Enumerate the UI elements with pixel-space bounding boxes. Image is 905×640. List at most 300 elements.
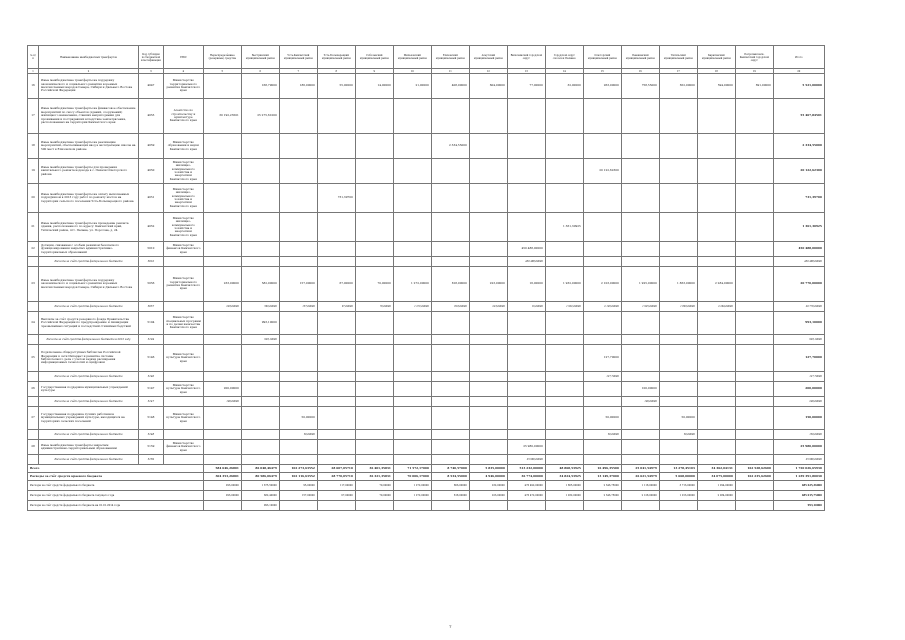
amount-cell: [583, 455, 621, 465]
amount-cell: [735, 267, 773, 302]
total-cell: 200,00000: [773, 382, 824, 397]
total-cell: 485 625,36000: [773, 481, 824, 491]
amount-cell: [735, 184, 773, 213]
amount-cell: 1 675,50000: [241, 481, 279, 491]
column-header: Пенжинский муниципальный район: [621, 46, 659, 69]
amount-cell: [735, 213, 773, 242]
amount-cell: [431, 440, 469, 455]
amount-cell: 223,00000: [469, 302, 507, 312]
amount-cell: [545, 430, 583, 440]
amount-cell: 408,00000: [431, 74, 469, 99]
table-row: [28, 213, 825, 242]
amount-cell: [735, 257, 773, 267]
amount-cell: 36 774,00000: [507, 473, 545, 481]
budget-code: 5010: [139, 257, 164, 267]
amount-cell: 691,00000: [735, 74, 773, 99]
row-number: 26: [28, 382, 39, 397]
row-name: Дотация, связанная с особым режимом безопасного функционирования закрытых административно-территориальных образований: [39, 242, 139, 257]
amount-cell: 14,00000: [355, 74, 393, 99]
amount-cell: [507, 501, 545, 511]
subtotal-row: [28, 372, 825, 382]
amount-cell: 200,00000: [203, 382, 241, 397]
total-cell: 20 770,00000: [773, 267, 824, 302]
column-header: Городской округ «посёлок Палана»: [545, 46, 583, 69]
row-name: Иные межбюджетные трансферты на проведение ремонта здания, расположенного по адресу: Камчатский край, Тигильский район, пгт. Палана, ул. Поротова, д. 24: [39, 213, 139, 242]
row-number: 22: [28, 242, 39, 257]
amount-cell: [431, 257, 469, 267]
amount-cell: 67,00000: [317, 302, 355, 312]
amount-cell: 100,00000: [621, 397, 659, 407]
amount-cell: 1 932,00000: [545, 267, 583, 302]
row-name: Подключение общедоступных библиотек Российской Федерации к сети Интернет и развитие системы библиотечного дела с учётом задачи расширения информационных технологий и оцифровки: [39, 345, 139, 372]
row-label: Всего: [28, 465, 204, 473]
row-name: Расходы за счёт средств федерального бюджета: [39, 302, 139, 312]
amount-cell: [621, 99, 659, 134]
amount-cell: [203, 134, 241, 159]
amount-cell: [697, 257, 735, 267]
row-name: Иные межбюджетные трансферты на реализацию мероприятий, обеспечивающих ввод в эксплуатацию школы на 500 мест в Елизовском районе: [39, 134, 139, 159]
amount-cell: [697, 440, 735, 455]
budget-code: 5057: [139, 302, 164, 312]
column-number: 14: [545, 69, 583, 74]
column-number: 19: [735, 69, 773, 74]
page-number: 7: [449, 624, 452, 629]
administrator: [163, 302, 203, 312]
amount-cell: [431, 345, 469, 372]
amount-cell: [355, 345, 393, 372]
row-label: Расходы за счёт средств федерального бюджета: [28, 481, 204, 491]
amount-cell: [583, 312, 621, 335]
amount-cell: 604,00000: [469, 74, 507, 99]
amount-cell: 168,79000: [241, 74, 279, 99]
amount-cell: 1 272,00000: [393, 267, 431, 302]
amount-cell: [317, 345, 355, 372]
amount-cell: [507, 134, 545, 159]
amount-cell: [317, 257, 355, 267]
column-header: Соболевский муниципальный район: [355, 46, 393, 69]
amount-cell: [393, 397, 431, 407]
amount-cell: 157,00000: [279, 302, 317, 312]
amount-cell: 993,10000: [241, 312, 279, 335]
amount-cell: 293,00000: [203, 302, 241, 312]
amount-cell: [659, 159, 697, 184]
column-header: Быстринский муниципальный район: [241, 46, 279, 69]
amount-cell: [583, 184, 621, 213]
amount-cell: [241, 455, 279, 465]
table-row: [28, 345, 825, 372]
amount-cell: 80 586,06479: [241, 473, 279, 481]
table-row: [28, 312, 825, 335]
amount-cell: [621, 501, 659, 511]
row-name: Иные межбюджетные трансферты на поддержку экономического и социального развития коренных малочисленных народов Севера, Сибири и Дальнего Востока: [39, 267, 139, 302]
amount-cell: [203, 74, 241, 99]
amount-cell: [735, 407, 773, 430]
subtotal-row: [28, 302, 825, 312]
amount-cell: [659, 372, 697, 382]
row-name: Выплаты за счёт средств резервного фонда Правительства Российской Федерации по предупреждению и ликвидации чрезвычайных ситуаций и последствий стихийных бедствий: [39, 312, 139, 335]
amount-cell: [317, 159, 355, 184]
column-number: 4: [163, 69, 203, 74]
amount-cell: 70,00000: [355, 302, 393, 312]
row-name: Иные межбюджетные трансферты на поддержку экономического и социального развития коренных малочисленных народов Севера, Сибири и Дальнего Востока Российской Федерации: [39, 74, 139, 99]
amount-cell: [355, 134, 393, 159]
amount-cell: 233,00000: [203, 267, 241, 302]
amount-cell: 818,00000: [431, 302, 469, 312]
total-cell: 993,10000: [773, 312, 824, 335]
amount-cell: [355, 407, 393, 430]
amount-cell: [279, 159, 317, 184]
column-number: 7: [279, 69, 317, 74]
amount-cell: 2 103,00000: [583, 302, 621, 312]
amount-cell: [393, 335, 431, 345]
amount-cell: [735, 491, 773, 501]
amount-cell: [735, 302, 773, 312]
amount-cell: [697, 397, 735, 407]
table-row: [28, 242, 825, 257]
amount-cell: [279, 397, 317, 407]
total-row: [28, 473, 825, 481]
amount-cell: [469, 440, 507, 455]
amount-cell: [583, 134, 621, 159]
amount-cell: [469, 257, 507, 267]
amount-cell: [469, 99, 507, 134]
amount-cell: [659, 184, 697, 213]
column-header: № п/п: [28, 46, 39, 69]
column-header: Код субсидии по бюджетной классификации: [139, 46, 164, 69]
amount-cell: [355, 372, 393, 382]
amount-cell: [545, 407, 583, 430]
amount-cell: [355, 257, 393, 267]
amount-cell: 70 006,17000: [393, 473, 431, 481]
total-cell: 485 015,75000: [773, 491, 824, 501]
amount-cell: 16,00000: [507, 302, 545, 312]
amount-cell: [697, 312, 735, 335]
amount-cell: [431, 407, 469, 430]
amount-cell: [355, 213, 393, 242]
administrator: Министерство жилищно-коммунального хозяйства и энергетики Камчатского края: [163, 184, 203, 213]
amount-cell: 1 272,00000: [393, 481, 431, 491]
amount-cell: [393, 382, 431, 397]
amount-cell: [545, 501, 583, 511]
amount-cell: [697, 184, 735, 213]
table-row: [28, 407, 825, 430]
amount-cell: [697, 501, 735, 511]
amount-cell: [469, 397, 507, 407]
amount-cell: 223,00000: [469, 491, 507, 501]
amount-cell: [507, 345, 545, 372]
amount-cell: 162 235,62600: [735, 473, 773, 481]
amount-cell: [545, 440, 583, 455]
amount-cell: [393, 242, 431, 257]
amount-cell: 5 835,00000: [469, 465, 507, 473]
amount-cell: [279, 184, 317, 213]
amount-cell: 450 488,00000: [507, 242, 545, 257]
table-row: [28, 267, 825, 302]
table-row: [28, 382, 825, 397]
row-number: 21: [28, 213, 39, 242]
amount-cell: [317, 372, 355, 382]
amount-cell: 5 668,00000: [659, 473, 697, 481]
amount-cell: [697, 335, 735, 345]
row-number: [28, 335, 39, 345]
column-header: ГРБС: [163, 46, 203, 69]
amount-cell: 25 041,54979: [621, 465, 659, 473]
amount-cell: 1 272,00000: [393, 302, 431, 312]
amount-cell: [431, 99, 469, 134]
amount-cell: 117,00000: [317, 481, 355, 491]
amount-cell: [431, 184, 469, 213]
amount-cell: 28 607,05710: [317, 465, 355, 473]
subtotal-row: [28, 257, 825, 267]
amount-cell: [545, 257, 583, 267]
amount-cell: [203, 184, 241, 213]
amount-cell: 993,10000: [241, 501, 279, 511]
total-cell: 993,10000: [773, 335, 824, 345]
amount-cell: [203, 501, 241, 511]
amount-cell: [735, 242, 773, 257]
budget-code: 4047: [139, 74, 164, 99]
amount-cell: [697, 455, 735, 465]
amount-cell: [735, 99, 773, 134]
amount-cell: 50,00000: [279, 407, 317, 430]
amount-cell: [621, 407, 659, 430]
administrator: [163, 430, 203, 440]
column-header: Тигильский муниципальный район: [659, 46, 697, 69]
amount-cell: 25 980,00000: [507, 440, 545, 455]
budget-code: 4059: [139, 134, 164, 159]
amount-cell: 582,00000: [241, 302, 279, 312]
administrator: [163, 257, 203, 267]
amount-cell: [545, 455, 583, 465]
subtotal-row: [28, 397, 825, 407]
amount-cell: 476 472,00000: [507, 491, 545, 501]
column-number: 12: [469, 69, 507, 74]
amount-cell: [659, 99, 697, 134]
amount-cell: [393, 99, 431, 134]
amount-cell: 8 740,57000: [431, 465, 469, 473]
amount-cell: [583, 440, 621, 455]
amount-cell: [507, 213, 545, 242]
amount-cell: [355, 184, 393, 213]
amount-cell: [621, 455, 659, 465]
amount-cell: [469, 382, 507, 397]
row-name: Расходы за счёт средств федерального бюджета: [39, 455, 139, 465]
amount-cell: 1 272,00000: [393, 491, 431, 501]
column-number: 16: [621, 69, 659, 74]
amount-cell: 818,00000: [431, 267, 469, 302]
administrator: Агентство по строительству и архитектуре Камчатского края: [163, 99, 203, 134]
amount-cell: 304 353,26801: [203, 473, 241, 481]
amount-cell: 2 284,00000: [697, 267, 735, 302]
amount-cell: [317, 455, 355, 465]
amount-cell: [697, 372, 735, 382]
amount-cell: 1 118,00000: [621, 481, 659, 491]
amount-cell: 16 496,35500: [583, 465, 621, 473]
amount-cell: 2 284,00000: [697, 491, 735, 501]
amount-cell: 36 321,35831: [355, 473, 393, 481]
row-number: 25: [28, 345, 39, 372]
amount-cell: 100,00000: [203, 397, 241, 407]
amount-cell: [583, 335, 621, 345]
amount-cell: [469, 134, 507, 159]
column-header: Нераспределённые (резервные) средства: [203, 46, 241, 69]
amount-cell: 25 275,61000: [241, 99, 279, 134]
amount-cell: [545, 134, 583, 159]
amount-cell: [621, 257, 659, 267]
amount-cell: [393, 213, 431, 242]
amount-cell: [279, 382, 317, 397]
amount-cell: [431, 430, 469, 440]
amount-cell: 34 075,00000: [697, 473, 735, 481]
amount-cell: 77,00000: [507, 74, 545, 99]
total-cell: 55 467,84501: [773, 99, 824, 134]
amount-cell: [393, 407, 431, 430]
amount-cell: [545, 312, 583, 335]
amount-cell: [317, 430, 355, 440]
amount-cell: 48 868,53925: [545, 465, 583, 473]
amount-cell: 450 488,00000: [507, 257, 545, 267]
amount-cell: [735, 481, 773, 491]
row-number: 19: [28, 159, 39, 184]
row-label: Расходы за счёт средств краевого бюджета: [28, 473, 204, 481]
amount-cell: [659, 134, 697, 159]
amount-cell: [393, 257, 431, 267]
amount-cell: [203, 430, 241, 440]
table-row: [28, 440, 825, 455]
budget-code: 4055: [139, 99, 164, 134]
amount-cell: [697, 213, 735, 242]
amount-cell: 127,70000: [583, 372, 621, 382]
amount-cell: [355, 99, 393, 134]
amount-cell: [469, 213, 507, 242]
row-name: Расходы за счёт средств федерального бюджета: [39, 430, 139, 440]
total-cell: 127,70000: [773, 372, 824, 382]
amount-cell: [203, 345, 241, 372]
amount-cell: [279, 99, 317, 134]
amount-cell: [317, 335, 355, 345]
amount-cell: [355, 440, 393, 455]
total-row: [28, 481, 825, 491]
budget-code: 5056: [139, 267, 164, 302]
column-number: 20: [773, 69, 824, 74]
subtotal-row: [28, 455, 825, 465]
column-number: 13: [507, 69, 545, 74]
amount-cell: [697, 345, 735, 372]
amount-cell: [393, 455, 431, 465]
amount-cell: [203, 335, 241, 345]
amount-cell: 30 192,23501: [203, 99, 241, 134]
amount-cell: 21,00000: [393, 74, 431, 99]
amount-cell: [659, 213, 697, 242]
amount-cell: [355, 159, 393, 184]
amount-cell: [545, 397, 583, 407]
row-name: Расходы за счёт средств федерального бюджета в 2013 году: [39, 335, 139, 345]
table-row: [28, 99, 825, 134]
amount-cell: [241, 242, 279, 257]
amount-cell: 20 122,62300: [583, 159, 621, 184]
total-cell: 993,10000: [773, 501, 824, 511]
amount-cell: [469, 430, 507, 440]
amount-cell: [659, 440, 697, 455]
amount-cell: 223,00000: [469, 267, 507, 302]
amount-cell: 1 294,00000: [697, 481, 735, 491]
amount-cell: [621, 312, 659, 335]
administrator: Министерство культуры Камчатского края: [163, 345, 203, 372]
amount-cell: [279, 134, 317, 159]
row-label: Расходы за счёт средств федерального бюджета на 01.01.2014 года: [28, 501, 204, 511]
amount-cell: 993,10000: [241, 335, 279, 345]
amount-cell: [583, 501, 621, 511]
amount-cell: 13 149,37000: [583, 473, 621, 481]
amount-cell: 28 770,05710: [317, 473, 355, 481]
administrator: Министерство специальных программ и по делам казачества Камчатского края: [163, 312, 203, 335]
column-header: Алеутский муниципальный район: [469, 46, 507, 69]
amount-cell: [203, 257, 241, 267]
amount-cell: 50,00000: [583, 430, 621, 440]
amount-cell: [659, 257, 697, 267]
amount-cell: [697, 407, 735, 430]
amount-cell: 513 232,00000: [507, 465, 545, 473]
amount-cell: [431, 501, 469, 511]
row-name: Иные межбюджетные трансферты на оплату выполненных подрядчиком в 2013 году работ по ремонту мостов на территории сельского поселения Усть-Большерецкого района: [39, 184, 139, 213]
amount-cell: [507, 335, 545, 345]
amount-cell: [507, 397, 545, 407]
table-row: [28, 134, 825, 159]
amount-cell: 50,00000: [659, 407, 697, 430]
total-cell: 20 122,62300: [773, 159, 824, 184]
amount-cell: [355, 312, 393, 335]
amount-cell: [203, 242, 241, 257]
amount-cell: [241, 213, 279, 242]
administrator: Министерство жилищно-коммунального хозяйства и энергетики Камчатского края: [163, 159, 203, 184]
amount-cell: [697, 99, 735, 134]
amount-cell: [469, 372, 507, 382]
amount-cell: [241, 407, 279, 430]
amount-cell: [241, 257, 279, 267]
row-number: 18: [28, 134, 39, 159]
amount-cell: [735, 345, 773, 372]
amount-cell: [203, 455, 241, 465]
row-name: Иные межбюджетные трансферты закрытым административно-территориальным образованиям: [39, 440, 139, 455]
subtotal-row: [28, 430, 825, 440]
amount-cell: 102 116,63552: [279, 473, 317, 481]
amount-cell: [545, 335, 583, 345]
amount-cell: [507, 430, 545, 440]
amount-cell: [279, 242, 317, 257]
row-number: 23: [28, 267, 39, 302]
column-header: Наименование межбюджетных трансфертов: [39, 46, 139, 69]
amount-cell: 34 824,53925: [545, 473, 583, 481]
amount-cell: [203, 213, 241, 242]
administrator: [163, 335, 203, 345]
amount-cell: [545, 99, 583, 134]
amount-cell: [355, 335, 393, 345]
amount-cell: [583, 213, 621, 242]
amount-cell: [697, 382, 735, 397]
amount-cell: [317, 99, 355, 134]
total-cell: 5 521,00000: [773, 74, 824, 99]
amount-cell: 8 534,55000: [431, 473, 469, 481]
amount-cell: [393, 345, 431, 372]
column-number: 10: [393, 69, 431, 74]
amount-cell: 818,00000: [431, 491, 469, 501]
amount-cell: [317, 242, 355, 257]
amount-cell: [507, 372, 545, 382]
amount-cell: [469, 159, 507, 184]
amount-cell: 2 346,75000: [583, 491, 621, 501]
amount-cell: 25 980,00000: [507, 455, 545, 465]
administrator: Министерство территориального развития Камчатского края: [163, 74, 203, 99]
